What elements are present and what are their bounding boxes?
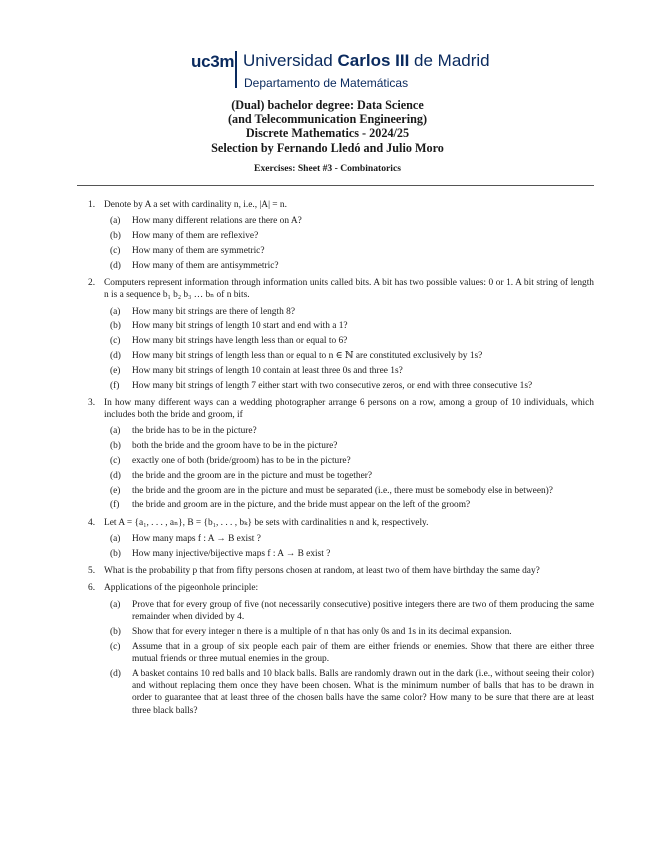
sub-question-text: How many of them are antisymmetric? xyxy=(132,260,279,271)
exercise-statement: Computers represent information through information units called bits. A bit has two possible values: 0 or 1. A bit string of length n is a sequence b₁ b₂ b₃ … bₙ of n bits. xyxy=(104,277,594,301)
title-line: Discrete Mathematics - 2024/25 xyxy=(245,126,410,141)
sub-question-label: (b) xyxy=(110,548,121,559)
sub-question-label: (c) xyxy=(110,456,121,467)
sub-question-label: (d) xyxy=(110,668,121,679)
sub-question-list xyxy=(104,533,594,560)
sub-question-label: (d) xyxy=(110,260,121,271)
department-name: Departamento de Matemáticas xyxy=(244,76,409,90)
exercise-statement: Let A = {a₁, . . . , aₙ}, B = {b₁, . . . , bₖ} be sets with cardinalities n and k, respectively. xyxy=(104,517,429,528)
sub-question xyxy=(110,440,594,452)
sub-question-label: (a) xyxy=(110,306,121,317)
sub-question-label: (b) xyxy=(110,626,121,637)
sub-question-label: (f) xyxy=(110,380,120,391)
exercise-statement: Denote by A a set with cardinality n, i.e., |A| = n. xyxy=(104,200,287,210)
sub-question-text: the bride and the groom are in the picture and must be separated (i.e., there must be somebody else in between)? xyxy=(132,485,553,496)
exercise-statement: In how many different ways can a wedding photographer arrange 6 persons on a row, among a group of 10 individuals, which includes both the bride and groom, if xyxy=(104,397,594,421)
sub-question xyxy=(110,350,594,362)
sub-question-list xyxy=(104,306,594,392)
sub-question xyxy=(110,260,594,272)
sub-question xyxy=(110,533,594,545)
exercise-2 xyxy=(88,277,594,392)
sub-question-label: (e) xyxy=(110,485,121,496)
logo-uc3m: uc3m xyxy=(191,52,235,71)
sub-question xyxy=(110,306,594,318)
sub-question-label: (a) xyxy=(110,534,121,545)
exercise-number: 5. xyxy=(88,566,96,577)
sub-question-text: the bride has to be in the picture? xyxy=(132,426,257,437)
sub-question xyxy=(110,245,594,257)
sub-question-label: (d) xyxy=(110,350,121,361)
exercise-1 xyxy=(88,199,594,272)
sub-question-text: both the bride and the groom have to be in the picture? xyxy=(132,441,338,452)
sub-question-label: (c) xyxy=(110,245,121,256)
header xyxy=(0,0,655,200)
sub-question-label: (a) xyxy=(110,599,121,610)
sub-question-list xyxy=(104,425,594,511)
sub-question-label: (d) xyxy=(110,470,121,481)
sub-question-label: (a) xyxy=(110,426,121,437)
exercise-list xyxy=(88,199,594,722)
title-line: (Dual) bachelor degree: Data Science xyxy=(231,98,424,112)
exercise-number: 3. xyxy=(88,397,96,408)
sub-question-text: How many injective/bijective maps f : A → B exist ? xyxy=(132,548,331,559)
sub-question xyxy=(110,215,594,227)
sub-question-text: Prove that for every group of five (not necessarily consecutive) positive integers there are two of them producing the same remainder when divided by 4. xyxy=(132,599,594,623)
header-divider xyxy=(77,185,594,186)
sub-question xyxy=(110,380,594,392)
sub-question-label: (e) xyxy=(110,365,121,376)
sub-question-list xyxy=(104,599,594,717)
sub-question xyxy=(110,668,594,717)
sub-question-label: (a) xyxy=(110,216,121,227)
sub-question-label: (b) xyxy=(110,231,121,242)
sub-question xyxy=(110,425,594,437)
university-suffix: de Madrid xyxy=(409,51,490,70)
sub-question-text: How many of them are symmetric? xyxy=(132,245,265,256)
sub-question-text: How many bit strings of length 10 contain at least three 0s and three 1s? xyxy=(132,365,403,376)
sub-question xyxy=(110,320,594,332)
sub-question-text: exactly one of both (bride/groom) has to be in the picture? xyxy=(132,456,351,467)
exercise-3 xyxy=(88,397,594,512)
exercise-number: 1. xyxy=(88,200,96,210)
sheet-subtitle: Exercises: Sheet #3 - Combinatorics xyxy=(254,162,401,174)
sub-question xyxy=(110,485,594,497)
sub-question-list xyxy=(104,215,594,272)
sub-question-text: How many of them are reflexive? xyxy=(132,231,259,242)
sub-question-text: How many bit strings of length 10 start and end with a 1? xyxy=(132,321,348,332)
sub-question xyxy=(110,641,594,666)
university-name xyxy=(243,51,490,71)
sub-question-text: How many different relations are there on A? xyxy=(132,216,302,227)
logo-divider xyxy=(235,51,237,88)
sub-question xyxy=(110,365,594,377)
sub-question-text: the bride and the groom are in the picture and must be together? xyxy=(132,470,373,481)
sub-question-label: (b) xyxy=(110,321,121,332)
exercise-4 xyxy=(88,517,594,560)
exercise-number: 4. xyxy=(88,517,96,528)
exercise-number: 6. xyxy=(88,583,96,594)
exercise-6 xyxy=(88,582,594,716)
sub-question xyxy=(110,626,594,638)
sub-question-text: Assume that in a group of six people each pair of them are either friends or enemies. Show that there are either three mutual friends or three mutual enemies in the group. xyxy=(132,641,594,664)
exercise-number: 2. xyxy=(88,277,96,288)
university-bold: Carlos III xyxy=(337,51,410,70)
sub-question xyxy=(110,455,594,467)
sub-question-text: How many bit strings of length 7 either start with two consecutive zeros, or end with three consecutive 1s? xyxy=(132,380,533,391)
sub-question-label: (b) xyxy=(110,441,121,452)
sub-question-label: (f) xyxy=(110,500,120,511)
sub-question xyxy=(110,230,594,242)
title-line: (and Telecommunication Engineering) xyxy=(227,112,428,127)
sub-question-text: Show that for every integer n there is a multiple of n that has only 0s and 1s in its decimal expansion. xyxy=(132,626,512,637)
university-prefix: Universidad xyxy=(243,51,338,70)
sub-question-label: (c) xyxy=(110,641,121,652)
exercise-statement: What is the probability p that from fifty persons chosen at random, at least two of them have birthday the same day? xyxy=(104,566,540,577)
sub-question-text: A basket contains 10 red balls and 10 black balls. Balls are randomly drawn out in the dark (i.e., without seeing their color) and without replacing them once they have been chosen. What is the minimum number of balls that has to be drawn in order to guarantee that at least three of the chosen balls have the same color? How many to be sure that there are at least three black balls? xyxy=(132,668,594,716)
sub-question-text: How many bit strings are there of length 8? xyxy=(132,306,295,317)
sub-question-text: How many bit strings of length less than or equal to n ∈ ℕ are constituted exclusively by 1s? xyxy=(132,350,483,361)
exercise-5 xyxy=(88,565,594,577)
sub-question-label: (c) xyxy=(110,336,121,347)
sub-question-text: the bride and groom are in the picture, and the bride must appear on the left of the groom? xyxy=(132,500,471,511)
sub-question-text: How many maps f : A → B exist ? xyxy=(132,534,261,545)
sub-question xyxy=(110,599,594,624)
title-block xyxy=(0,98,655,174)
sub-question-text: How many bit strings have length less than or equal to 6? xyxy=(132,336,348,347)
sub-question xyxy=(110,548,594,560)
sub-question xyxy=(110,470,594,482)
title-line: Selection by Fernando Lledó and Julio Moro xyxy=(211,140,444,155)
sub-question xyxy=(110,499,594,511)
exercise-statement: Applications of the pigeonhole principle: xyxy=(104,583,259,594)
sub-question xyxy=(110,335,594,347)
